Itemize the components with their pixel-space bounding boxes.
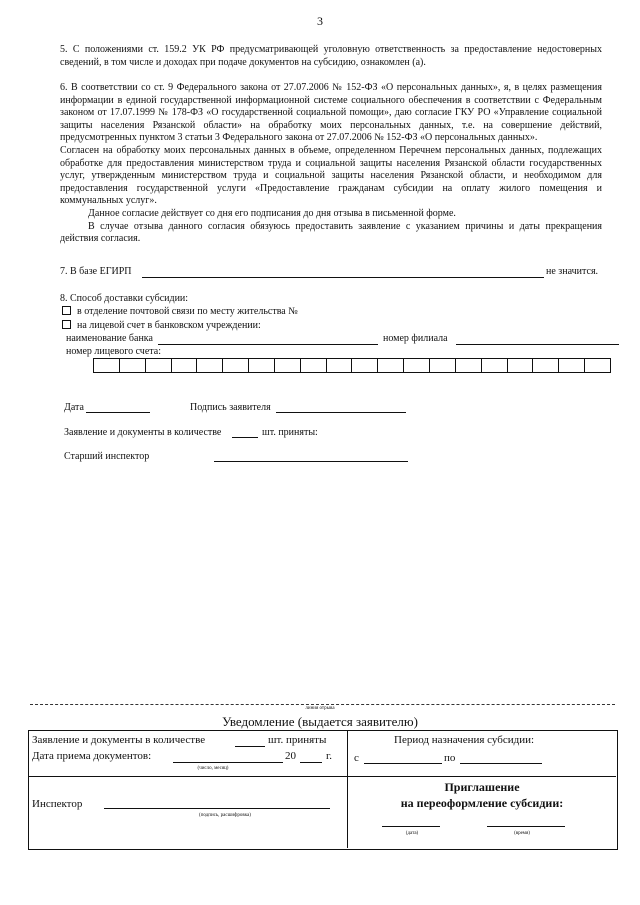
delivery-option-post[interactable] (62, 306, 298, 317)
checkbox[interactable] (62, 306, 71, 315)
cut-line-label: линия отрыва (305, 706, 335, 711)
senior-inspector-line[interactable] (214, 461, 408, 462)
notice-year-line[interactable] (300, 762, 322, 763)
period-to-line[interactable] (460, 763, 542, 764)
docs-accepted-label: Заявление и документы в количестве (64, 427, 222, 438)
signature-hint: (подпись, расшифровка) (199, 813, 251, 818)
delivery-option-post-label: в отделение почтовой связи по месту жительства № (77, 306, 298, 317)
egirp-line[interactable] (142, 277, 544, 278)
period-title: Период назначения субсидии: (394, 734, 535, 746)
senior-inspector-label: Старший инспектор (64, 451, 150, 462)
notice-date-hint: (число, месяц) (197, 766, 229, 771)
invitation-time-line[interactable] (487, 826, 565, 827)
clause-6-validity: Данное согласие действует со дня его подписания до дня отзыва в письменной форме. (88, 207, 456, 219)
inspector-label: Инспектор (32, 798, 83, 810)
notice-docs-suffix: шт. приняты (268, 734, 327, 746)
clause-6-revoke: В случае отзыва данного согласия обязуюсь предоставить заявление с указанием причины и даты прекращения действия согласия. (60, 220, 602, 245)
inspector-signature-line[interactable] (104, 808, 330, 809)
date-label: Дата (64, 402, 84, 413)
clause-8-title: 8. Способ доставки субсидии: (60, 293, 189, 304)
period-from-line[interactable] (364, 763, 442, 764)
delivery-option-bank-label: на лицевой счет в банковском учреждении: (77, 320, 261, 331)
notice-year-prefix: 20 (285, 750, 296, 762)
account-number-cells[interactable] (93, 358, 611, 373)
branch-label: номер филиала (383, 333, 448, 344)
checkbox[interactable] (62, 320, 71, 329)
invitation-date-hint: (дата) (405, 831, 419, 836)
clause-6-text: 6. В соответствии со ст. 9 Федерального закона от 27.07.2006 № 152-ФЗ «О персональных данных», я, в целях размещения информации в единой государственной информационной системе социального обеспечения в соответствии с Федеральным законом от 17.07.1999 № 178-ФЗ «О государственной социальной помощи», даю согласие ГКУ РО «Управление социальной защиты населения Рязанской области» на обработку моих персональных данных, т.е. на совершение действий, предусмотренных пунктом 3 статьи 3 Федерального закона от 27.07.2006 № 152-ФЗ «О персональных данных». (60, 82, 602, 144)
notice-receipt-label: Дата приема документов: (32, 750, 152, 762)
bank-name-label: наименование банка (66, 333, 153, 344)
invitation-subtitle: на переоформление субсидии: (400, 796, 564, 810)
clause-7-suffix: не значится. (546, 266, 599, 277)
delivery-option-bank[interactable] (62, 320, 261, 331)
notice-docs-count-line[interactable] (235, 746, 265, 747)
bank-name-line[interactable] (158, 344, 378, 345)
clause-6 (60, 82, 602, 246)
notice-receipt-date-line[interactable] (173, 762, 283, 763)
invitation-date-line[interactable] (382, 826, 440, 827)
notice-table-row-divider (28, 776, 616, 777)
date-line[interactable] (86, 412, 150, 413)
notice-title: Уведомление (выдается заявителю) (222, 714, 418, 729)
invitation-title: Приглашение (444, 780, 520, 794)
clause-7-label: 7. В базе ЕГИРП (60, 266, 132, 277)
clause-5 (60, 44, 602, 69)
page-number: 3 (317, 14, 323, 28)
applicant-signature-label: Подпись заявителя (190, 402, 271, 413)
invitation-time-hint: (время) (514, 831, 530, 836)
period-to-label: по (444, 752, 456, 764)
period-from-label: с (354, 752, 359, 764)
docs-count-line[interactable] (232, 437, 258, 438)
docs-accepted-suffix: шт. приняты: (262, 427, 318, 438)
branch-line[interactable] (456, 344, 619, 345)
notice-year-suffix: г. (326, 750, 333, 762)
account-label: номер лицевого счета: (66, 346, 161, 357)
applicant-signature-line[interactable] (276, 412, 406, 413)
clause-5-text: 5. С положениями ст. 159.2 УК РФ предусматривающей уголовную ответственность за предоставление недостоверных сведений, в том числе и доходах при подаче документов на субсидию, ознакомлен (а). (60, 44, 602, 68)
notice-docs-label: Заявление и документы в количестве (32, 734, 206, 746)
cut-line (30, 704, 615, 705)
clause-6-consent: Согласен на обработку моих персональных данных в объеме, определенном Перечнем персональных данных, подлежащих обработке для предоставления министерством труда и социальной защиты населения Рязанской области государственных услуг, утвержденным министерством труда и социальной защиты населения Рязанской области, и необходимом для предоставления государственной услуги «Предоставление гражданам субсидии на оплату жилого помещения и коммунальных услуг». (60, 144, 602, 207)
